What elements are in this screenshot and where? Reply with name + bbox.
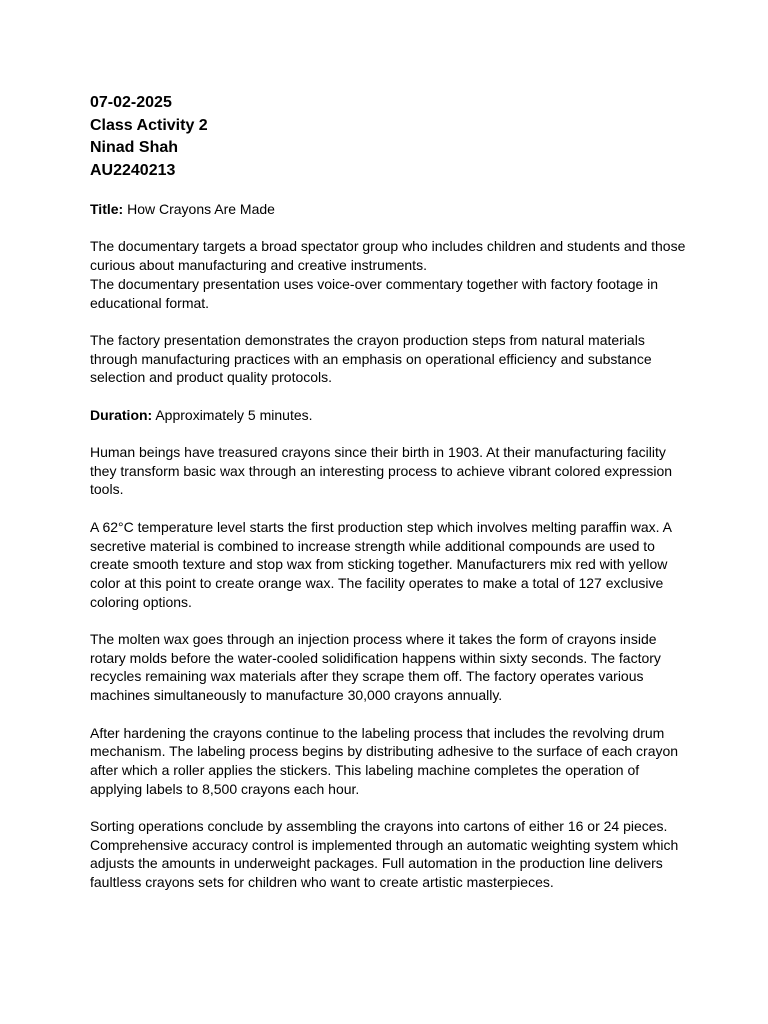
text-line: The documentary targets a broad spectator group who includes children and students and those bbox=[90, 238, 686, 255]
overview-paragraph bbox=[90, 331, 690, 387]
text-line: curious about manufacturing and creative instruments. bbox=[90, 257, 427, 274]
header-activity: Class Activity 2 bbox=[90, 116, 208, 134]
text-line: faultless crayons sets for children who want to create artistic masterpieces. bbox=[90, 874, 554, 891]
text-line: through manufacturing practices with an emphasis on operational efficiency and substance bbox=[90, 350, 652, 367]
text-line: The molten wax goes through an injection process where it takes the form of crayons inside bbox=[90, 631, 657, 648]
text-line: Comprehensive accuracy control is implemented through an automatic weighting system which bbox=[90, 836, 679, 853]
intro-paragraph bbox=[90, 443, 690, 499]
duration-paragraph bbox=[90, 406, 690, 425]
sorting-paragraph bbox=[90, 817, 690, 892]
text-line: The factory presentation demonstrates the crayon production steps from natural materials bbox=[90, 331, 645, 348]
text-line: create smooth texture and stop wax from sticking together. Manufacturers mix red with yellow bbox=[90, 556, 668, 573]
text-line: they transform basic wax through an interesting process to achieve vibrant colored expression bbox=[90, 462, 673, 479]
duration-text: Approximately 5 minutes. bbox=[152, 406, 313, 423]
spacer bbox=[90, 424, 690, 443]
molding-paragraph bbox=[90, 630, 690, 705]
text-line: Human beings have treasured crayons since their birth in 1903. At their manufacturing facility bbox=[90, 444, 666, 461]
melting-paragraph bbox=[90, 518, 690, 612]
text-line: The documentary presentation uses voice-over commentary together with factory footage in bbox=[90, 275, 659, 292]
audience-paragraph bbox=[90, 237, 690, 312]
text-line: after which a roller applies the stickers. This labeling machine completes the operation of bbox=[90, 761, 640, 778]
duration-label: Duration: bbox=[90, 406, 153, 423]
text-line: applying labels to 8,500 crayons each hour. bbox=[90, 780, 360, 797]
document-header bbox=[90, 92, 690, 182]
text-line: machines simultaneously to manufacture 30,000 crayons annually. bbox=[90, 687, 503, 704]
spacer bbox=[90, 219, 690, 238]
title-label: Title: bbox=[90, 201, 124, 217]
title-paragraph bbox=[90, 200, 690, 219]
text-line: educational format. bbox=[90, 294, 210, 311]
document-page bbox=[90, 92, 690, 892]
text-line: A 62°C temperature level starts the first production step which involves melting paraffin wax. A bbox=[90, 518, 672, 535]
spacer bbox=[90, 611, 690, 630]
text-line: coloring options. bbox=[90, 593, 192, 610]
text-line: recycles remaining wax materials after they scrape them off. The factory operates various bbox=[90, 668, 644, 685]
spacer bbox=[90, 705, 690, 724]
text-line: adjusts the amounts in underweight packages. Full automation in the production line delivers bbox=[90, 855, 663, 872]
spacer bbox=[90, 499, 690, 518]
header-student-id: AU2240213 bbox=[90, 161, 176, 179]
text-line: rotary molds before the water-cooled solidification happens within sixty seconds. The factory bbox=[90, 649, 661, 666]
spacer bbox=[90, 387, 690, 406]
labeling-paragraph bbox=[90, 724, 690, 799]
spacer bbox=[90, 182, 690, 200]
text-line: selection and product quality protocols. bbox=[90, 369, 333, 386]
text-line: After hardening the crayons continue to the labeling process that includes the revolving drum bbox=[90, 724, 665, 741]
header-date: 07-02-2025 bbox=[90, 94, 172, 111]
header-student-name: Ninad Shah bbox=[90, 139, 179, 156]
text-line: color at this point to create orange wax. The facility operates to make a total of 127 exclusive bbox=[90, 574, 664, 591]
text-line: mechanism. The labeling process begins by distributing adhesive to the surface of each crayon bbox=[90, 743, 679, 760]
spacer bbox=[90, 312, 690, 331]
text-line: tools. bbox=[90, 481, 124, 498]
text-line: secretive material is combined to increase strength while additional compounds are used to bbox=[90, 537, 655, 554]
spacer bbox=[90, 798, 690, 817]
title-text: How Crayons Are Made bbox=[123, 201, 275, 217]
text-line: Sorting operations conclude by assembling the crayons into cartons of either 16 or 24 pieces. bbox=[90, 818, 668, 835]
